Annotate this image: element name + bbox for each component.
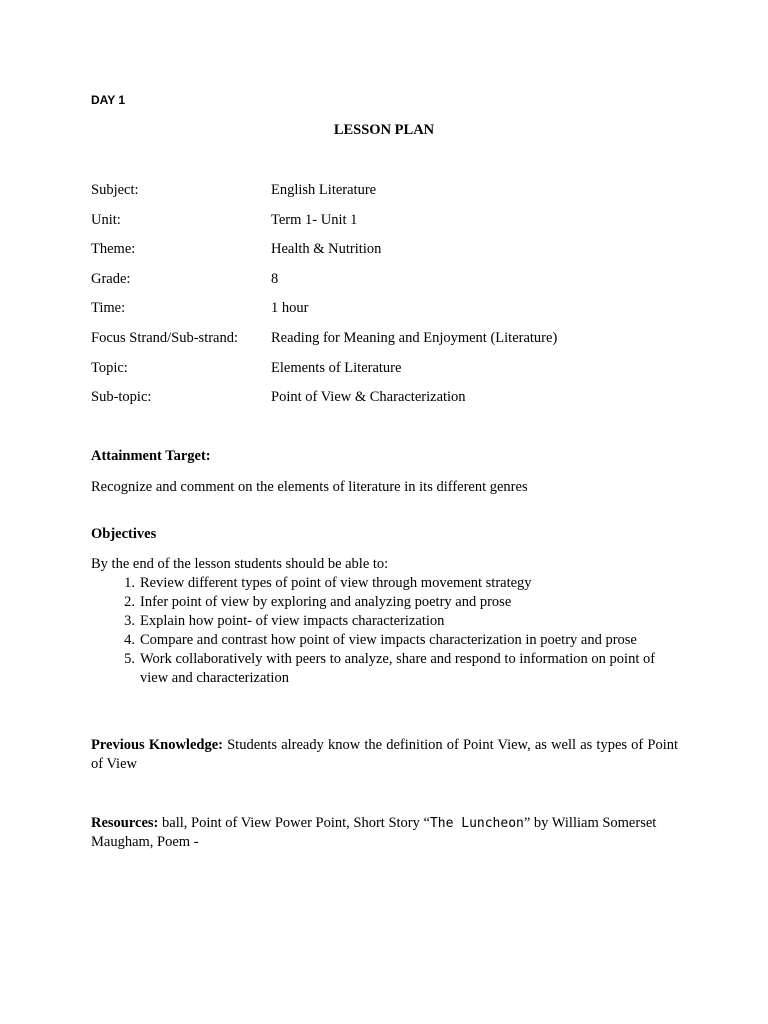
info-label: Sub-topic: <box>91 389 152 406</box>
info-value: Health & Nutrition <box>271 241 382 258</box>
previous-knowledge-text: Students already know the definition of Point View, as well as types of Point of View <box>91 737 679 772</box>
attainment-heading: Attainment Target: <box>91 448 211 464</box>
list-text: Review different types of point of view through movement strategy <box>140 575 532 591</box>
list-number: 5. <box>124 651 135 667</box>
list-number: 3. <box>124 613 135 629</box>
info-value: Point of View & Characterization <box>271 389 466 406</box>
info-label: Time: <box>91 300 126 317</box>
previous-knowledge-paragraph <box>91 736 678 774</box>
info-row-sub-topic <box>91 388 691 418</box>
list-text: Compare and contrast how point of view impacts characterization in poetry and prose <box>140 632 637 648</box>
list-item <box>91 593 681 612</box>
resources-text-before: ball, Point of View Power Point, Short Story “ <box>158 815 430 831</box>
info-value: Term 1- Unit 1 <box>271 211 358 228</box>
info-label: Unit: <box>91 211 121 228</box>
list-text: Work collaboratively with peers to analyze, share and respond to information on point of view and characterization <box>140 651 656 686</box>
list-text: Explain how point- of view impacts characterization <box>140 613 445 629</box>
info-row-focus-strand <box>91 329 691 359</box>
list-number: 1. <box>124 575 135 591</box>
info-label: Theme: <box>91 241 136 258</box>
previous-knowledge-label: Previous Knowledge: <box>91 737 223 753</box>
list-text: Infer point of view by exploring and analyzing poetry and prose <box>140 594 512 610</box>
list-item <box>91 631 681 650</box>
resources-paragraph <box>91 814 678 852</box>
page-title: LESSON PLAN <box>333 122 435 138</box>
info-label: Focus Strand/Sub-strand: <box>91 329 239 346</box>
story-title: The Luncheon <box>429 816 524 831</box>
info-value: 1 hour <box>271 300 309 317</box>
lesson-info-table <box>91 181 691 418</box>
info-row-topic <box>91 359 691 389</box>
info-row-time <box>91 299 691 329</box>
info-row-theme <box>91 240 691 270</box>
list-item <box>91 612 681 631</box>
list-number: 4. <box>124 632 135 648</box>
info-label: Topic: <box>91 359 128 376</box>
info-label: Grade: <box>91 270 131 287</box>
attainment-text: Recognize and comment on the elements of literature in its different genres <box>91 479 528 495</box>
info-label: Subject: <box>91 182 139 198</box>
info-value: Elements of Literature <box>271 359 402 376</box>
info-row-grade <box>91 270 691 300</box>
objectives-list <box>91 574 681 688</box>
info-value: 8 <box>271 270 279 287</box>
list-number: 2. <box>124 594 135 610</box>
day-label: DAY 1 <box>91 93 126 107</box>
info-value: English Literature <box>271 182 377 198</box>
resources-text-after: ” by William Somerset Maugham, Poem - <box>91 815 657 850</box>
objectives-heading: Objectives <box>91 526 157 542</box>
objectives-intro: By the end of the lesson students should be able to: <box>91 556 389 572</box>
info-row-unit <box>91 211 691 241</box>
info-row-subject <box>91 181 691 211</box>
resources-label: Resources: <box>91 815 159 831</box>
list-item <box>91 574 681 593</box>
list-item <box>91 650 681 688</box>
info-value: Reading for Meaning and Enjoyment (Literature) <box>271 329 558 346</box>
